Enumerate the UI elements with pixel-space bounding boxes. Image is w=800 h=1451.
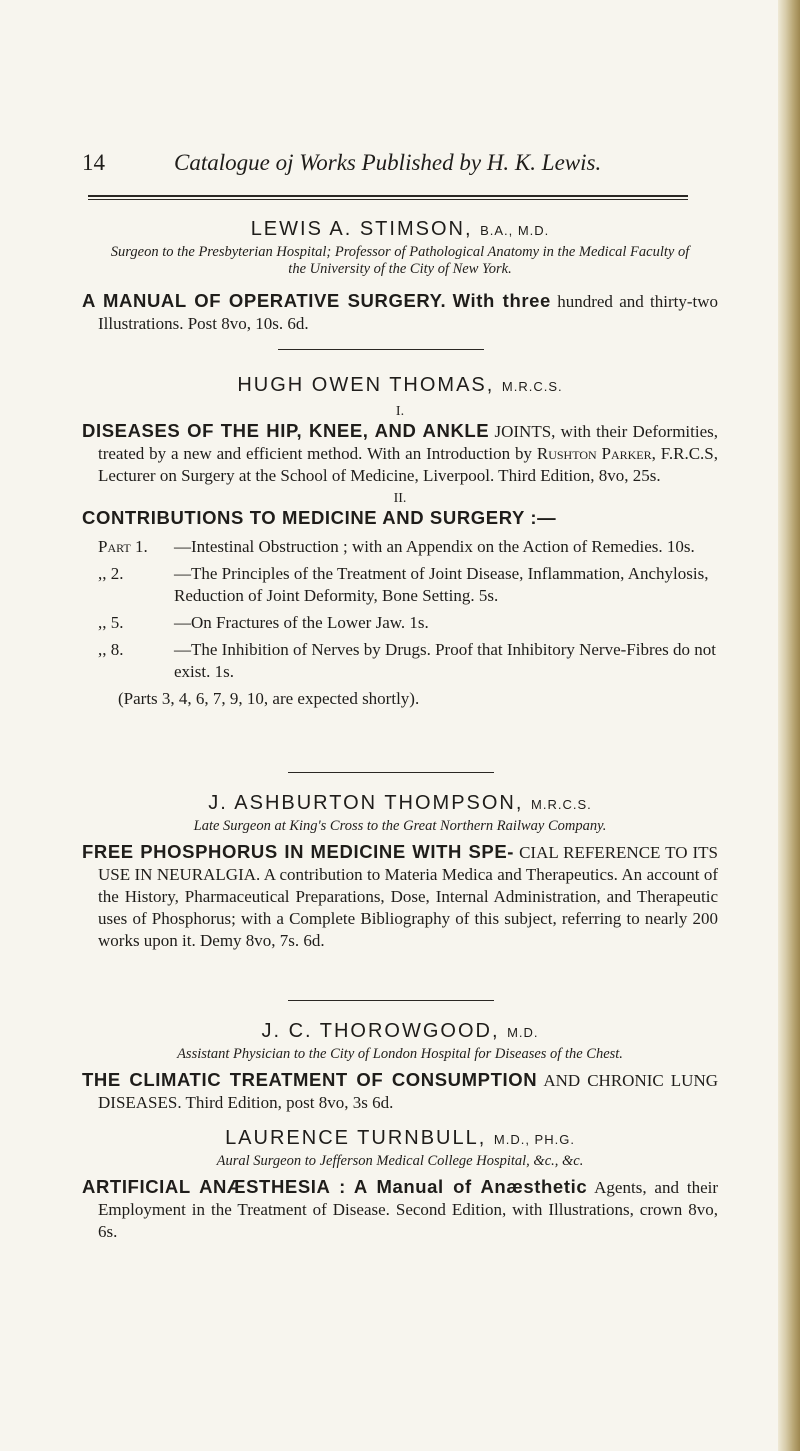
book-description: Agents, and their Employment in the Treatment of Disease. Second Edition, with Illustrations, crown 8vo, 6s. bbox=[98, 1178, 719, 1241]
part-label: ,, 5. bbox=[98, 613, 124, 632]
header-rule bbox=[88, 195, 688, 197]
book-description: hundred and thirty-two Illustrations. Post 8vo, 10s. 6d. bbox=[98, 292, 719, 333]
author-affiliation: Assistant Physician to the City of London Hospital for Diseases of the Chest. bbox=[177, 1046, 623, 1062]
author-name bbox=[82, 216, 718, 244]
author-text: LAURENCE TURNBULL, bbox=[225, 1127, 487, 1149]
part-label: ,, 8. bbox=[98, 640, 124, 659]
book-title-tail: A Manual of Anæsthetic bbox=[353, 1176, 588, 1197]
book-description: JOINTS, with their Deformities, treated by a new and efficient method. With an Introduction by bbox=[98, 422, 718, 463]
section-divider bbox=[288, 1000, 494, 1001]
running-head bbox=[82, 150, 718, 180]
author-degrees: M.R.C.S. bbox=[531, 797, 592, 812]
part-text: —The Principles of the Treatment of Joint Disease, Inflammation, Anchylosis, Reduction of Joint Deformity, Bone Setting. 5s. bbox=[174, 564, 709, 605]
list-item bbox=[82, 612, 718, 634]
book-description-tail: , F.R.C.S, Lecturer on Surgery at the School of Medicine, Liverpool. Third Edition, 8vo, 25s. bbox=[98, 444, 718, 485]
author-text: J. ASHBURTON THOMPSON, bbox=[208, 792, 524, 814]
author-text: J. C. THOROWGOOD, bbox=[261, 1020, 500, 1042]
book-entry bbox=[82, 290, 718, 335]
book-entry bbox=[82, 507, 718, 530]
part-label: ,, 2. bbox=[98, 564, 124, 583]
book-editor: Rushton Parker bbox=[536, 444, 652, 463]
list-item bbox=[82, 536, 718, 558]
author-name bbox=[82, 1018, 718, 1046]
running-title: Catalogue oj Works Published by H. K. Lewis. bbox=[174, 150, 602, 175]
parts-expected-note: (Parts 3, 4, 6, 7, 9, 10, are expected shortly). bbox=[118, 689, 420, 708]
list-item bbox=[82, 639, 718, 683]
book-entry bbox=[82, 1069, 718, 1114]
author-affiliation: Aural Surgeon to Jefferson Medical College Hospital, &c., &c. bbox=[216, 1153, 584, 1169]
part-text: —On Fractures of the Lower Jaw. 1s. bbox=[174, 613, 429, 632]
book-entry bbox=[82, 1176, 718, 1243]
author-degrees: M.D. bbox=[507, 1025, 539, 1040]
author-name bbox=[82, 1125, 718, 1153]
book-title: DISEASES OF THE HIP, KNEE, AND ANKLE bbox=[82, 420, 490, 441]
section-divider bbox=[278, 349, 484, 350]
book-title: FREE PHOSPHORUS IN MEDICINE WITH SPE- bbox=[82, 841, 515, 862]
work-numeral: II. bbox=[393, 491, 407, 506]
book-title: ARTIFICIAL ANÆSTHESIA : bbox=[82, 1176, 346, 1197]
author-degrees: B.A., M.D. bbox=[480, 223, 550, 238]
entry-stimson bbox=[82, 216, 718, 335]
author-affiliation: Late Surgeon at King's Cross to the Great Northern Railway Company. bbox=[193, 818, 607, 834]
header-rule-thin bbox=[88, 199, 688, 200]
list-item bbox=[82, 563, 718, 607]
author-name bbox=[82, 372, 718, 400]
author-degrees: M.D., PH.G. bbox=[493, 1132, 575, 1147]
entry-thomas bbox=[82, 372, 718, 710]
author-text: HUGH OWEN THOMAS, bbox=[237, 374, 495, 396]
book-entry bbox=[82, 420, 718, 487]
book-description: CIAL REFERENCE TO ITS USE IN NEURALGIA. A contribution to Materia Medica and Therapeutics. An account of the History, Pharmaceutical Preparations, Dose, Internal Administration, and Therapeutic uses of Phosphorus; with a Complete Bibliography of this subject, referring to nearly 200 works upon it. Demy 8vo, 7s. 6d. bbox=[98, 843, 718, 950]
page-edge-shadow bbox=[778, 0, 800, 1451]
entry-turnbull bbox=[82, 1125, 718, 1243]
author-text: LEWIS A. STIMSON, bbox=[250, 218, 473, 240]
author-name bbox=[82, 790, 718, 818]
entry-thompson bbox=[82, 790, 718, 952]
section-divider bbox=[288, 772, 494, 773]
book-entry bbox=[82, 841, 718, 952]
author-degrees: M.R.C.S. bbox=[501, 379, 563, 394]
book-title: A MANUAL OF OPERATIVE SURGERY. bbox=[82, 290, 447, 311]
book-title: CONTRIBUTIONS TO MEDICINE AND SURGERY :— bbox=[82, 507, 557, 528]
work-numeral: I. bbox=[395, 404, 405, 419]
entry-thorowgood bbox=[82, 1018, 718, 1114]
page-number: 14 bbox=[82, 150, 105, 175]
part-label: Part 1. bbox=[98, 537, 148, 556]
part-text: —Intestinal Obstruction ; with an Appendix on the Action of Remedies. 10s. bbox=[174, 537, 695, 556]
author-affiliation: Surgeon to the Presbyterian Hospital; Professor of Pathological Anatomy in the Medical Faculty of the University of the City of New York. bbox=[110, 244, 690, 277]
part-text: —The Inhibition of Nerves by Drugs. Proof that Inhibitory Nerve-Fibres do not exist. 1s. bbox=[174, 640, 717, 681]
book-title: THE CLIMATIC TREATMENT OF CONSUMPTION bbox=[82, 1069, 538, 1090]
book-title-tail: With three bbox=[452, 290, 551, 311]
book-description: AND CHRONIC LUNG DISEASES. Third Edition, post 8vo, 3s 6d. bbox=[98, 1071, 719, 1112]
parts-list bbox=[82, 536, 718, 683]
